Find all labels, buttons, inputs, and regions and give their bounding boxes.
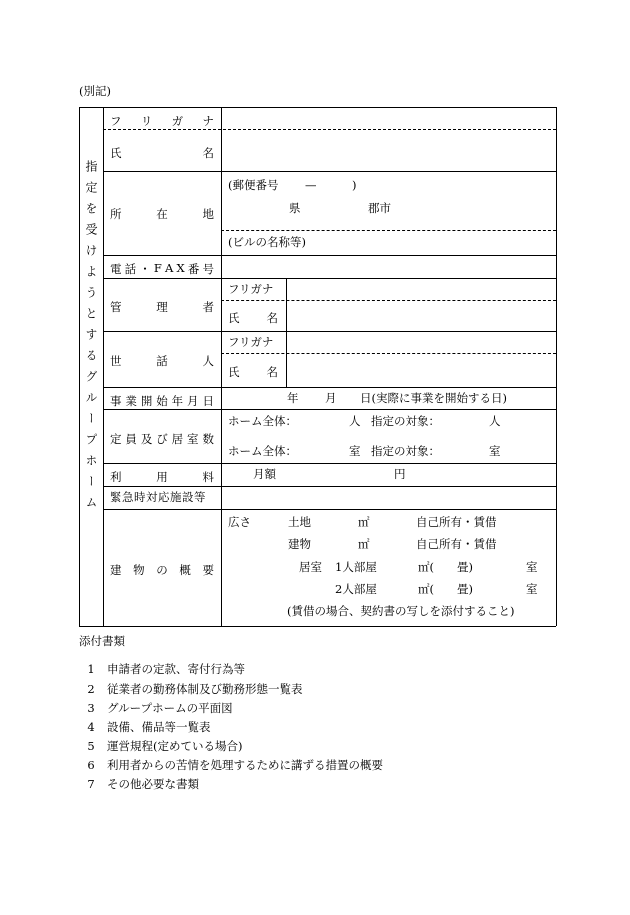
address-label: 所 在 地 <box>110 207 214 221</box>
bld-area: 広さ <box>228 515 251 529</box>
name-label: 氏 名 <box>110 146 214 160</box>
bld-double: 2人部屋 <box>335 582 377 596</box>
bld-sqm-2: ㎡ <box>358 537 370 551</box>
cap-rooms-2: 室 <box>489 444 501 458</box>
cap-designated-1: 指定の対象： <box>371 414 440 428</box>
list-item-num: 3 <box>87 701 95 715</box>
attachments-title: 添付書類 <box>79 634 125 648</box>
start-date-label: 事 業 開 始 年 月 日 <box>110 394 214 408</box>
cap-persons-1: 人 <box>349 414 361 428</box>
cap-designated-2: 指定の対象： <box>371 444 440 458</box>
list-item-num: 5 <box>87 739 95 753</box>
list-item: その他必要な書類 <box>107 777 199 791</box>
capacity-label: 定 員 及 び 居 室 数 <box>110 432 214 446</box>
address-dash: — <box>305 178 317 192</box>
address-close: ) <box>352 178 357 192</box>
address-prefecture: 県 <box>289 201 301 215</box>
bld-shitsu-1: 室 <box>526 560 538 574</box>
list-item: 利用者からの苦情を処理するために講ずる措置の概要 <box>107 758 383 772</box>
list-item: 申請者の定款、寄付行為等 <box>107 662 245 676</box>
header-note: (別記) <box>79 84 111 98</box>
bld-building: 建物 <box>288 537 311 551</box>
start-year: 年 <box>287 391 299 405</box>
caretaker-name: 氏 名 <box>228 365 278 379</box>
cap-home-all-1: ホーム全体： <box>228 414 297 428</box>
list-item-num: 6 <box>87 758 95 772</box>
bld-room: 居室 <box>299 560 322 574</box>
address-building: (ビルの名称等) <box>228 235 306 249</box>
manager-name: 氏 名 <box>228 311 278 325</box>
list-item-num: 1 <box>87 662 95 676</box>
furigana-label: フ リ ガ ナ <box>110 114 214 128</box>
address-postal: (郵便番号 <box>228 178 279 192</box>
bld-ownership-2: 自己所有・賃借 <box>416 537 497 551</box>
fee-label: 利 用 料 <box>110 470 214 484</box>
cap-persons-2: 人 <box>489 414 501 428</box>
bld-shitsu-2: 室 <box>526 582 538 596</box>
bld-note: (賃借の場合、契約書の写しを添付すること) <box>287 604 515 618</box>
cap-rooms-1: 室 <box>349 444 361 458</box>
list-item: 運営規程(定めている場合) <box>107 739 243 753</box>
emergency-label: 緊急時対応施設等 <box>110 490 206 504</box>
list-item: 従業者の勤務体制及び勤務形態一覧表 <box>107 682 303 696</box>
bld-sqm-1: ㎡ <box>358 515 370 529</box>
bld-single: 1人部屋 <box>335 560 377 574</box>
list-item: グループホームの平面図 <box>107 701 233 715</box>
bld-land: 土地 <box>288 515 311 529</box>
phone-label: 電 話 ・ F A X 番 号 <box>110 261 214 276</box>
start-month: 月 <box>325 391 337 405</box>
manager-furigana: フリガナ <box>228 282 274 296</box>
bld-ownership-1: 自己所有・賃借 <box>416 515 497 529</box>
bld-tatami-1: ㎡( 畳) <box>418 560 473 574</box>
side-title: 指定を受けようとするグループホーム <box>84 160 98 517</box>
bld-tatami-2: ㎡( 畳) <box>418 582 473 596</box>
manager-label: 管 理 者 <box>110 300 214 314</box>
list-item: 設備、備品等一覧表 <box>107 720 211 734</box>
list-item-num: 2 <box>87 682 95 696</box>
cap-home-all-2: ホーム全体： <box>228 444 297 458</box>
building-label: 建 物 の 概 要 <box>110 563 214 577</box>
list-item-num: 4 <box>87 720 95 734</box>
fee-yen: 円 <box>394 467 406 481</box>
start-day: 日(実際に事業を開始する日) <box>360 391 507 405</box>
fee-monthly: 月額 <box>253 467 276 481</box>
caretaker-label: 世 話 人 <box>110 354 214 368</box>
caretaker-furigana: フリガナ <box>228 335 274 349</box>
address-city: 郡市 <box>368 201 391 215</box>
list-item-num: 7 <box>87 777 95 791</box>
